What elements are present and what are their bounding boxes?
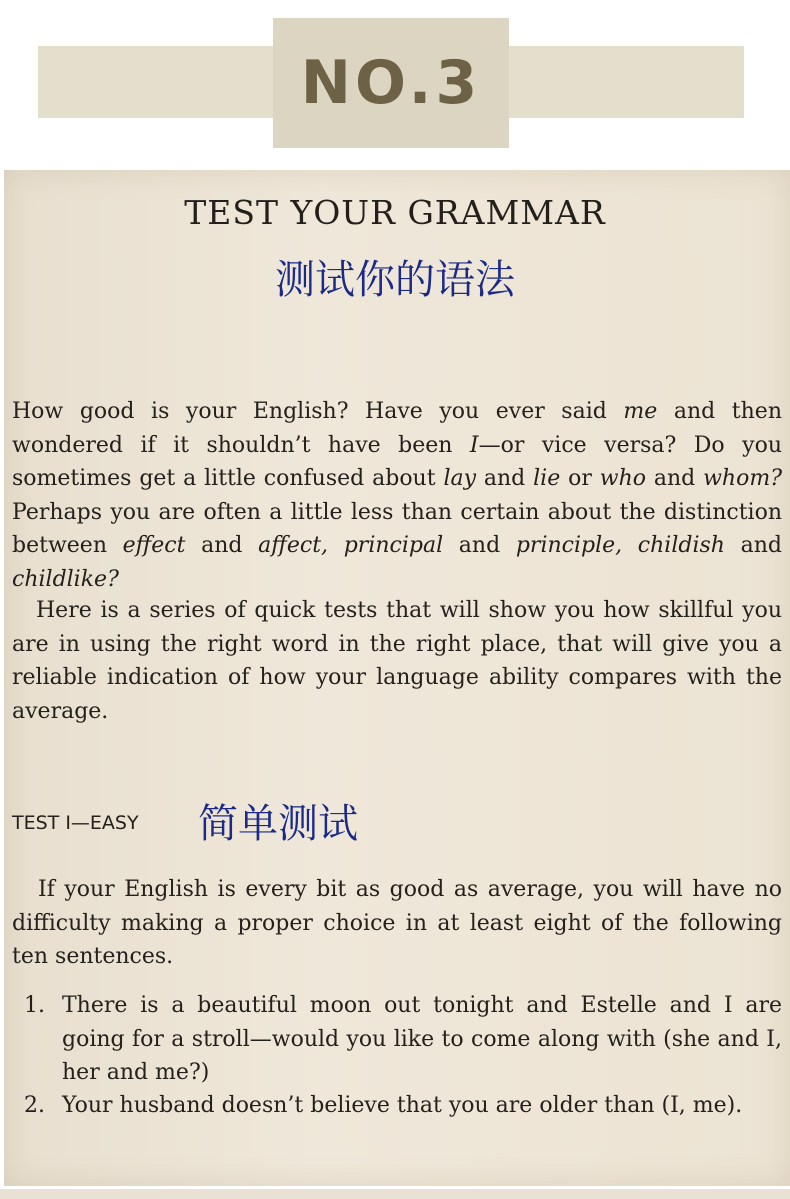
test-heading-chinese: 简单测试 <box>198 801 358 847</box>
question-number: 2. <box>24 1093 45 1118</box>
intro-paragraph-2: Here is a series of quick tests that will show you how skillful you are in using the right word in the right place, that will give you a reliable indication of how your language ability compares with the average. <box>12 598 782 724</box>
question-text: Your husband doesn’t believe that you are older than (I, me). <box>62 1093 743 1118</box>
question-text: There is a beautiful moon out tonight and Estelle and I are going for a stroll—would you like to come along with (she and I, her and me?) <box>62 993 782 1086</box>
page-title: TEST YOUR GRAMMAR <box>184 193 606 232</box>
test-heading: TEST I—EASY <box>12 812 139 834</box>
banner-label: NO.3 <box>300 48 482 118</box>
question-item-1 <box>24 989 782 1090</box>
chinese-subtitle: 测试你的语法 <box>275 257 515 303</box>
question-number: 1. <box>24 993 45 1018</box>
test-intro-paragraph: If your English is every bit as good as average, you will have no difficulty making a proper choice in at least eight of the following ten sentences. <box>12 877 782 970</box>
question-item-2 <box>24 1089 782 1123</box>
page-bottom-strip <box>0 1189 790 1199</box>
banner-box <box>273 18 509 148</box>
intro-paragraph: How good is your English? Have you ever said me and then wondered if it shouldn’t have been I—or vice versa? Do you sometimes get a little confused about lay and lie or who and whom? Perhaps you are often a little less than certain about the distinction between effect and affect, principal and principle, childish and childlike? <box>12 399 782 592</box>
